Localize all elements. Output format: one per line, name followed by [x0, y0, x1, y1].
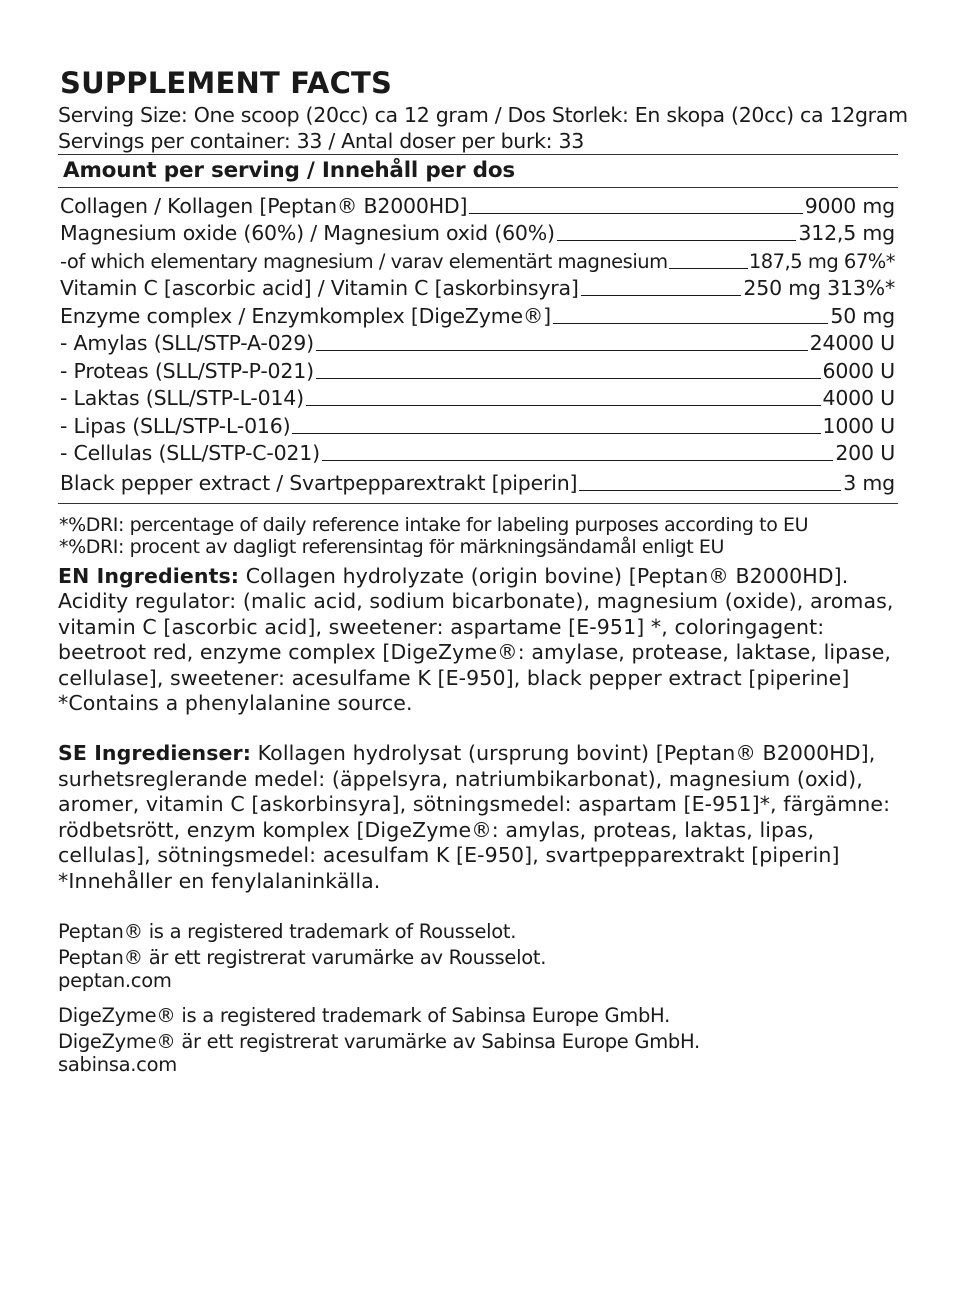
trademark-peptan: [58, 919, 898, 991]
dri-note-se: *%DRI: procent av dagligt referensintag för märkningsändamål enligt EU: [59, 535, 725, 558]
nutrient-row-elementary-magnesium: [58, 247, 898, 275]
facts-title: SUPPLEMENT FACTS: [60, 66, 393, 100]
ingredients-se: [58, 741, 898, 895]
nutrient-value: 6000 U: [822, 358, 895, 383]
nutrient-name: - Proteas (SLL/STP-P-021): [60, 358, 314, 383]
ingredients-se-label: SE Ingredienser:: [58, 741, 252, 766]
dri-note-en: *%DRI: percentage of daily reference intake for labeling purposes according to EU: [59, 513, 809, 536]
supplement-facts-label: [58, 66, 908, 1076]
leader-line: [322, 460, 833, 461]
nutrient-name: -of which elementary magnesium / varav elementärt magnesium: [60, 249, 668, 273]
nutrient-name: Magnesium oxide (60%) / Magnesium oxid (60%): [60, 221, 555, 245]
nutrient-name: Enzyme complex / Enzymkomplex [DigeZyme®]: [60, 303, 551, 328]
nutrient-value: 250 mg 313%*: [743, 276, 895, 300]
nutrient-value: 200 U: [835, 441, 895, 465]
leader-line: [581, 295, 742, 296]
nutrient-value: 312,5 mg: [798, 221, 895, 245]
nutrient-row-proteas: [58, 357, 898, 385]
leader-line: [316, 378, 821, 379]
nutrient-name: - Lipas (SLL/STP-L-016): [60, 413, 291, 438]
leader-line: [557, 240, 797, 241]
nutrient-name: - Laktas (SLL/STP-L-014): [60, 386, 304, 410]
leader-line: [316, 350, 808, 351]
nutrient-row-amylas: [58, 330, 898, 358]
nutrient-value: 24000 U: [809, 331, 895, 355]
ingredients-en: [58, 564, 898, 718]
amount-per-serving-header: Amount per serving / Innehåll per dos: [63, 158, 515, 183]
sabinsa-website: sabinsa.com: [58, 1052, 177, 1076]
nutrient-row-lipas: [58, 412, 898, 440]
leader-line: [553, 323, 828, 324]
trademark-digezyme-se: DigeZyme® är ett registrerat varumärke av Sabinsa Europe GmbH.: [58, 1029, 700, 1053]
serving-size: Serving Size: One scoop (20cc) ca 12 gram / Dos Storlek: En skopa (20cc) ca 12gram: [58, 103, 908, 127]
nutrient-row-vitamin-c: [58, 275, 898, 303]
trademark-peptan-se: Peptan® är ett registrerat varumärke av Rousselot.: [58, 945, 547, 969]
trademark-peptan-en: Peptan® is a registered trademark of Rousselot.: [58, 919, 517, 943]
trademark-digezyme-en: DigeZyme® is a registered trademark of Sabinsa Europe GmbH.: [58, 1003, 670, 1027]
nutrient-name: Collagen / Kollagen [Peptan® B2000HD]: [60, 193, 468, 218]
leader-line: [579, 490, 841, 491]
ingredients-se-text: Kollagen hydrolysat (ursprung bovint) [Peptan® B2000HD], surhetsreglerande medel: (äppelsyra, natriumbikarbonat), magnesium (oxid), aromer, vitamin C [askorbinsyra], sötningsmedel: aspartam [E-951]*, färgämne: rödbetsrött, enzym komplex [DigeZyme®: amylas, proteas, laktas, lipas, cellulas], sötningsmedel: acesulfam K [E-950], svartpepparextrakt [piperin] *Innehåller en fenylalaninkälla.: [58, 741, 891, 894]
nutrient-value: 187,5 mg 67%*: [748, 249, 895, 273]
leader-line: [306, 405, 821, 406]
nutrient-row-black-pepper: [58, 469, 898, 497]
leader-line: [469, 213, 802, 214]
nutrient-table: [58, 188, 898, 497]
nutrient-row-enzyme-complex: [58, 302, 898, 330]
leader-line: [292, 433, 820, 434]
nutrient-name: - Cellulas (SLL/STP-C-021): [60, 441, 320, 465]
nutrient-name: Vitamin C [ascorbic acid] / Vitamin C [askorbinsyra]: [60, 276, 579, 300]
dri-notes: [58, 504, 898, 558]
nutrient-name: Black pepper extract / Svartpepparextrakt [piperin]: [60, 470, 578, 495]
nutrient-value: 4000 U: [822, 386, 895, 410]
leader-line: [669, 268, 748, 269]
nutrient-row-magnesium-oxide: [58, 220, 898, 248]
servings-per-container: Servings per container: 33 / Antal doser per burk: 33: [58, 129, 584, 153]
nutrient-row-collagen: [58, 192, 898, 220]
nutrient-value: 1000 U: [822, 413, 895, 438]
nutrient-name: - Amylas (SLL/STP-A-029): [60, 331, 314, 355]
nutrient-row-cellulas: [58, 440, 898, 468]
peptan-website: peptan.com: [58, 968, 172, 992]
trademark-digezyme: [58, 1003, 898, 1075]
ingredients-en-text: Collagen hydrolyzate (origin bovine) [Peptan® B2000HD]. Acidity regulator: (malic acid, sodium bicarbonate), magnesium (oxide), aromas, vitamin C [ascorbic acid], sweetener: aspartame [E-951] *, coloringagent: beetroot red, enzyme complex [DigeZyme®: amylase, protease, laktase, lipase, cellulase], sweetener: acesulfame K [E-950], black pepper extract [piperine] *Contains a phenylalanine source.: [58, 563, 894, 716]
ingredients-en-label: EN Ingredients:: [58, 563, 240, 588]
nutrient-value: 50 mg: [830, 303, 895, 328]
nutrient-row-laktas: [58, 385, 898, 413]
nutrient-value: 9000 mg: [804, 193, 895, 218]
nutrient-value: 3 mg: [843, 470, 895, 495]
